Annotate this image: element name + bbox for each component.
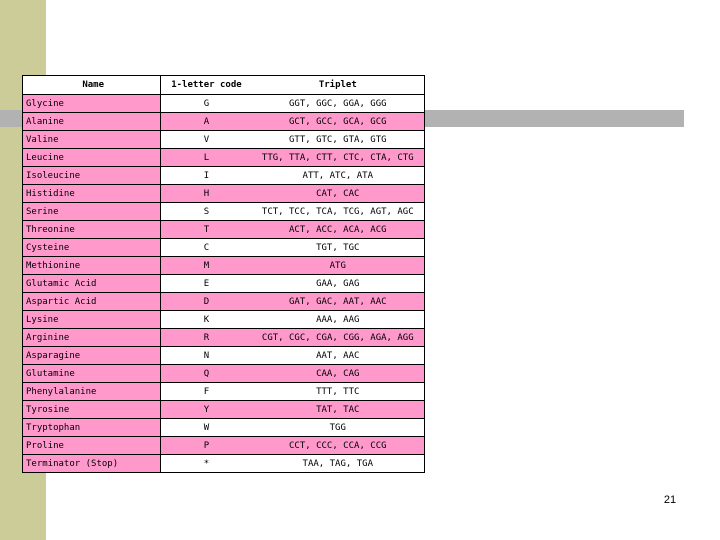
amino-acid-name: Asparagine — [23, 347, 161, 365]
header-code: 1-letter code — [161, 76, 252, 95]
one-letter-code: D — [161, 293, 252, 311]
amino-acid-name: Tryptophan — [23, 419, 161, 437]
one-letter-code: R — [161, 329, 252, 347]
table-row — [23, 257, 425, 275]
table-row — [23, 347, 425, 365]
table-row — [23, 185, 425, 203]
amino-acid-name: Threonine — [23, 221, 161, 239]
amino-acid-name: Isoleucine — [23, 167, 161, 185]
codon-triplets: GAT, GAC, AAT, AAC — [252, 293, 425, 311]
table-row — [23, 293, 425, 311]
codon-triplets: ATT, ATC, ATA — [252, 167, 425, 185]
codon-triplets: CCT, CCC, CCA, CCG — [252, 437, 425, 455]
one-letter-code: L — [161, 149, 252, 167]
codon-triplets: TGG — [252, 419, 425, 437]
codon-triplets: TTT, TTC — [252, 383, 425, 401]
table-row — [23, 401, 425, 419]
amino-acid-name: Glutamic Acid — [23, 275, 161, 293]
codon-triplets: AAA, AAG — [252, 311, 425, 329]
amino-acid-name: Proline — [23, 437, 161, 455]
amino-acid-name: Leucine — [23, 149, 161, 167]
table-row — [23, 239, 425, 257]
table-row — [23, 203, 425, 221]
one-letter-code: F — [161, 383, 252, 401]
one-letter-code: G — [161, 95, 252, 113]
codon-triplets: CAA, CAG — [252, 365, 425, 383]
one-letter-code: Q — [161, 365, 252, 383]
header-name: Name — [23, 76, 161, 95]
table-row — [23, 383, 425, 401]
table-row — [23, 131, 425, 149]
amino-acid-name: Alanine — [23, 113, 161, 131]
amino-acid-name: Valine — [23, 131, 161, 149]
table-row — [23, 113, 425, 131]
amino-acid-name: Methionine — [23, 257, 161, 275]
codon-triplets: AAT, AAC — [252, 347, 425, 365]
amino-acid-name: Tyrosine — [23, 401, 161, 419]
header-triplet: Triplet — [252, 76, 425, 95]
one-letter-code: N — [161, 347, 252, 365]
table-header-row — [23, 76, 425, 95]
amino-acid-name: Terminator (Stop) — [23, 455, 161, 473]
table-row — [23, 329, 425, 347]
table-row — [23, 95, 425, 113]
table-body — [23, 95, 425, 473]
amino-acid-name: Lysine — [23, 311, 161, 329]
one-letter-code: E — [161, 275, 252, 293]
table-row — [23, 221, 425, 239]
one-letter-code: I — [161, 167, 252, 185]
codon-triplets: TCT, TCC, TCA, TCG, AGT, AGC — [252, 203, 425, 221]
amino-acid-name: Phenylalanine — [23, 383, 161, 401]
table-row — [23, 275, 425, 293]
one-letter-code: S — [161, 203, 252, 221]
codon-triplets: GGT, GGC, GGA, GGG — [252, 95, 425, 113]
codon-triplets: TTG, TTA, CTT, CTC, CTA, CTG — [252, 149, 425, 167]
one-letter-code: M — [161, 257, 252, 275]
table-row — [23, 437, 425, 455]
amino-acid-name: Glutamine — [23, 365, 161, 383]
one-letter-code: * — [161, 455, 252, 473]
amino-acid-name: Glycine — [23, 95, 161, 113]
amino-acid-name: Arginine — [23, 329, 161, 347]
one-letter-code: W — [161, 419, 252, 437]
codon-triplets: CAT, CAC — [252, 185, 425, 203]
one-letter-code: K — [161, 311, 252, 329]
amino-acid-name: Serine — [23, 203, 161, 221]
table-row — [23, 149, 425, 167]
amino-acid-name: Aspartic Acid — [23, 293, 161, 311]
table-row — [23, 455, 425, 473]
codon-triplets: GAA, GAG — [252, 275, 425, 293]
amino-acid-name: Histidine — [23, 185, 161, 203]
codon-triplets: TAT, TAC — [252, 401, 425, 419]
one-letter-code: V — [161, 131, 252, 149]
codon-triplets: TAA, TAG, TGA — [252, 455, 425, 473]
one-letter-code: C — [161, 239, 252, 257]
codon-triplets: GTT, GTC, GTA, GTG — [252, 131, 425, 149]
codon-triplets: GCT, GCC, GCA, GCG — [252, 113, 425, 131]
codon-triplets: ACT, ACC, ACA, ACG — [252, 221, 425, 239]
codon-triplets: TGT, TGC — [252, 239, 425, 257]
table-row — [23, 419, 425, 437]
table-row — [23, 167, 425, 185]
codon-triplets: CGT, CGC, CGA, CGG, AGA, AGG — [252, 329, 425, 347]
amino-acid-table — [22, 75, 425, 473]
one-letter-code: Y — [161, 401, 252, 419]
page-number: 21 — [663, 494, 677, 506]
amino-acid-name: Cysteine — [23, 239, 161, 257]
one-letter-code: A — [161, 113, 252, 131]
one-letter-code: T — [161, 221, 252, 239]
table-row — [23, 365, 425, 383]
one-letter-code: P — [161, 437, 252, 455]
table-row — [23, 311, 425, 329]
one-letter-code: H — [161, 185, 252, 203]
codon-triplets: ATG — [252, 257, 425, 275]
